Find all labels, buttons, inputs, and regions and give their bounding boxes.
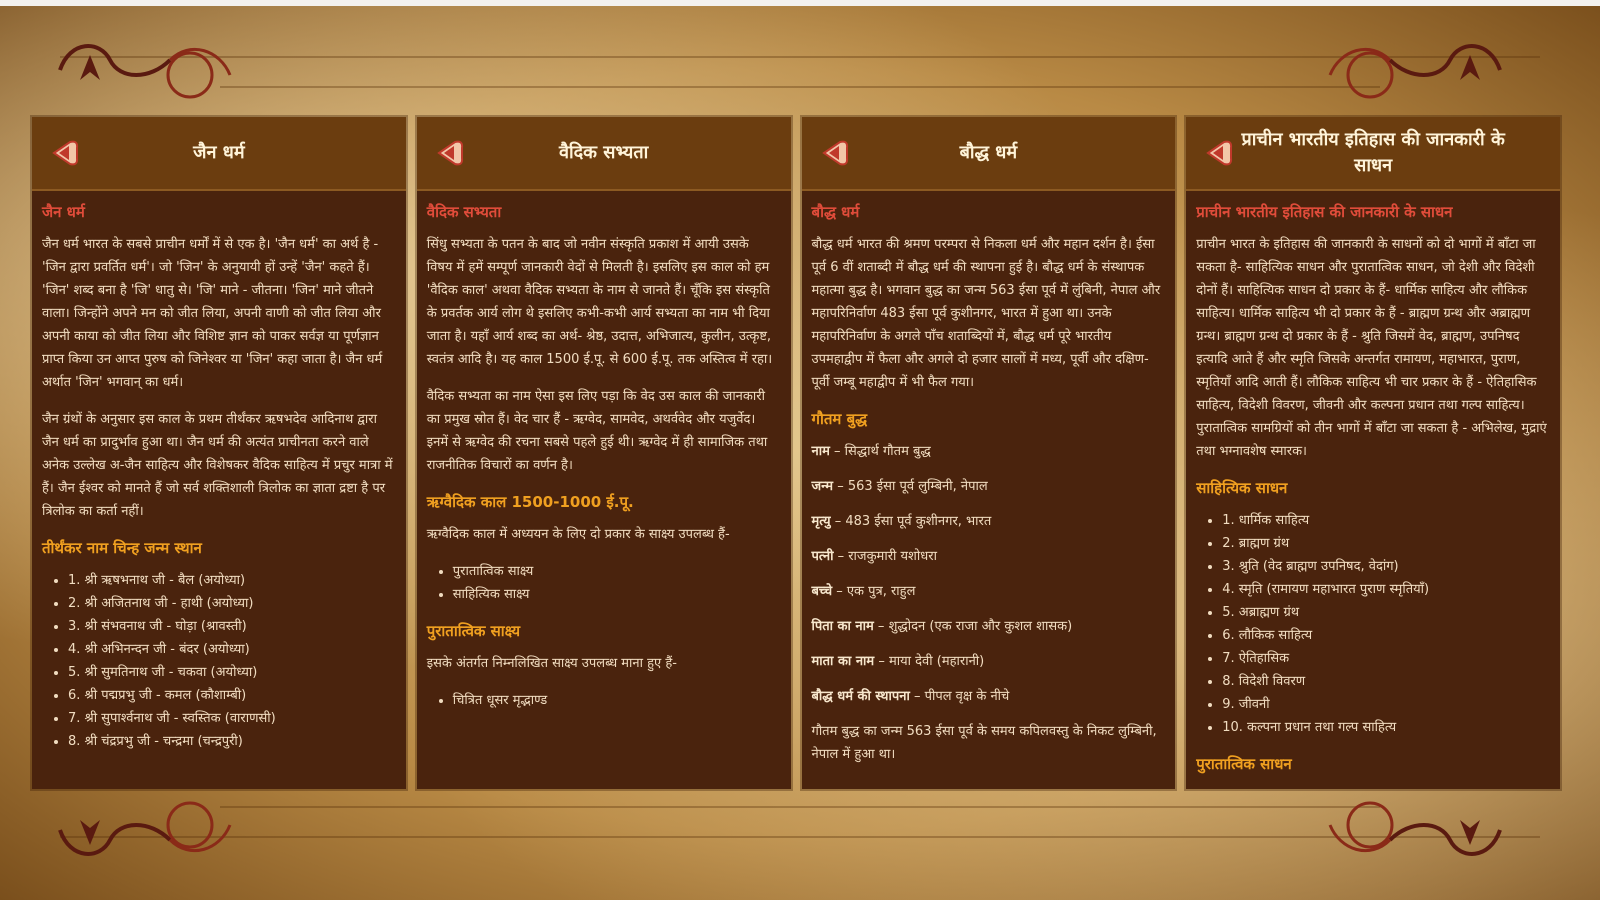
fact-key: बौद्ध धर्म की स्थापना bbox=[811, 689, 910, 704]
paragraph: इसके अंतर्गत निम्नलिखित साक्ष्य उपलब्ध माना हुए हैं- bbox=[426, 656, 677, 671]
paragraph: जैन धर्म भारत के सबसे प्राचीन धर्मों में से एक है। 'जैन धर्म' का अर्थ है - 'जिन द्वारा प्रवर्तित धर्म'। जो 'जिन' के अनुयायी हों उन्हें 'जैन' कहते हैं। 'जिन' शब्द बना है 'जि' धातु से। 'जि' माने - जीतना। 'जिन' माने जीतने वाला। जिन्होंने अपने मन को जीत लिया, अपनी वाणी को जीत लिया और अपनी काया को जीत लिया और विशिष्ट ज्ञान को पाकर सर्वज्ञ या पूर्णज्ञान प्राप्त किया उन आप्त पुरुष को जिनेश्वर या 'जिन' कहा जाता है। जैन धर्म अर्थात 'जिन' भगवान्‌ का धर्म। bbox=[42, 237, 383, 390]
back-button[interactable] bbox=[818, 136, 852, 170]
sub-title: पुरातात्विक साक्ष्य bbox=[426, 622, 521, 640]
content-columns bbox=[32, 117, 1560, 789]
paragraph: जैन ग्रंथों के अनुसार इस काल के प्रथम तीर्थंकर ऋषभदेव आदिनाथ द्वारा जैन धर्म का प्रादुर्भाव हुआ था। जैन धर्म की अत्यंत प्राचीनता करने वाले अनेक उल्लेख अ-जैन साहित्य और विशेषकर वैदिक साहित्य में प्रचुर मात्रा में हैं। जैन ईश्वर को मानते हैं जो सर्व शक्तिशाली त्रिलोक का ज्ञाता द्रष्टा है पर त्रिलोक का कर्ता नहीं। bbox=[42, 412, 393, 519]
ornament-top-left-icon bbox=[40, 20, 240, 110]
fact-key: माता का नाम bbox=[811, 654, 875, 669]
list-item: • 4. श्री अभिनन्दन जी - बंदर (अयोध्या) bbox=[68, 638, 394, 661]
top-edge bbox=[0, 0, 1600, 6]
fact-key: पत्नी bbox=[811, 549, 834, 564]
list-item: • 10. कल्पना प्रधान तथा गल्प साहित्य bbox=[1222, 716, 1548, 739]
back-button[interactable] bbox=[1202, 136, 1236, 170]
list-item: • 7. ऐतिहासिक bbox=[1222, 647, 1548, 670]
evidence-list bbox=[427, 560, 779, 606]
paragraph: गौतम बुद्ध का जन्म 563 ईसा पूर्व के समय कपिलवस्तु के निकट लुम्बिनी, नेपाल में हुआ था। bbox=[811, 724, 1157, 762]
ornament-bottom-right-icon bbox=[1320, 790, 1520, 880]
list-item: • 5. अब्राह्मण ग्रंथ bbox=[1222, 601, 1548, 624]
list-item: • 4. स्मृति (रामायण महाभारत पुराण स्मृतियाँ) bbox=[1222, 578, 1548, 601]
frame-line-top bbox=[60, 56, 1540, 58]
section-title: प्राचीन भारतीय इतिहास की जानकारी के साधन bbox=[1196, 203, 1453, 221]
back-button[interactable] bbox=[48, 136, 82, 170]
section-title: बौद्ध धर्म bbox=[811, 203, 860, 221]
panel-jain-dharma bbox=[32, 117, 406, 789]
fact-separator: – bbox=[830, 514, 846, 529]
fact-key: जन्म bbox=[811, 479, 834, 494]
list-item: • 8. श्री चंद्रप्रभु जी - चन्द्रमा (चन्द्रपुरी) bbox=[68, 730, 394, 753]
fact-row bbox=[812, 475, 1164, 498]
fact-row bbox=[812, 440, 1164, 463]
fact-value: पीपल वृक्ष के नीचे bbox=[924, 689, 1010, 704]
sub-title: ऋग्वैदिक काल 1500-1000 ई.पू. bbox=[426, 493, 634, 511]
back-arrow-icon bbox=[1204, 138, 1234, 168]
panel-itihas-sadhan bbox=[1186, 117, 1560, 789]
back-arrow-icon bbox=[50, 138, 80, 168]
fact-separator: – bbox=[873, 619, 889, 634]
back-button[interactable] bbox=[433, 136, 467, 170]
fact-value: 483 ईसा पूर्व कुशीनगर, भारत bbox=[845, 514, 992, 529]
panel-title: बौद्ध धर्म bbox=[959, 142, 1018, 163]
paragraph: वैदिक सभ्यता का नाम ऐसा इस लिए पड़ा कि वेद उस काल की जानकारी का प्रमुख स्रोत हैं। वेद चार हैं - ऋग्वेद, सामवेद, अथर्ववेद और यजुर्वेद। इनमें से ऋग्वेद की रचना सबसे पहले हुई थी। ऋग्वेद में ही सामाजिक तथा राजनीतिक विचारों का वर्णन है। bbox=[426, 389, 768, 473]
fact-key: बच्चे bbox=[811, 584, 833, 599]
panel-body[interactable] bbox=[32, 191, 406, 789]
list-item: • 3. श्री संभवनाथ जी - घोड़ा (श्रावस्ती) bbox=[68, 615, 394, 638]
paragraph: बौद्ध धर्म भारत की श्रमण परम्परा से निकला धर्म और महान दर्शन है। ईसा पूर्व 6 वीं शताब्दी में बौद्ध धर्म की स्थापना हुई है। बौद्ध धर्म के संस्थापक महात्मा बुद्ध है। भगवान बुद्ध का जन्म 563 ईसा पूर्व में लुंबिनी, नेपाल और महापरिनिर्वाण 483 ईसा पूर्व कुशीनगर, भारत में हुआ था। उनके महापरिनिर्वाण के अगले पाँच शताब्दियों में, बौद्ध धर्म पूरे भारतीय उपमहाद्वीप में फैला और अगले दो हजार सालों में मध्य, पूर्वी और दक्षिण-पूर्वी जम्बू महाद्वीप में भी फैल गया। bbox=[811, 237, 1161, 390]
fact-row bbox=[812, 615, 1164, 638]
panel-bauddh-dharma bbox=[802, 117, 1176, 789]
panel-header bbox=[32, 117, 406, 191]
list-item: • 6. श्री पद्मप्रभु जी - कमल (कौशाम्बी) bbox=[68, 684, 394, 707]
panel-body[interactable] bbox=[1186, 191, 1560, 789]
fact-key: नाम bbox=[811, 444, 830, 459]
list-item: • 7. श्री सुपार्श्वनाथ जी - स्वस्तिक (वाराणसी) bbox=[68, 707, 394, 730]
fact-separator: – bbox=[909, 689, 925, 704]
list-item: • पुरातात्विक साक्ष्य bbox=[453, 560, 779, 583]
fact-key: पिता का नाम bbox=[811, 619, 874, 634]
list-item: • 1. श्री ऋषभनाथ जी - बैल (अयोध्या) bbox=[68, 569, 394, 592]
list-item: • 1. धार्मिक साहित्य bbox=[1222, 509, 1548, 532]
list-item: • 2. श्री अजितनाथ जी - हाथी (अयोध्या) bbox=[68, 592, 394, 615]
sub-title: साहित्यिक साधन bbox=[1196, 479, 1288, 497]
paragraph: ऋग्वैदिक काल में अध्ययन के लिए दो प्रकार के साक्ष्य उपलब्ध हैं- bbox=[426, 527, 730, 542]
fact-separator: – bbox=[829, 444, 845, 459]
list-item: • 6. लौकिक साहित्य bbox=[1222, 624, 1548, 647]
list-item: • साहित्यिक साक्ष्य bbox=[453, 583, 779, 606]
fact-row bbox=[812, 545, 1164, 568]
panel-header bbox=[802, 117, 1176, 191]
fact-value: माया देवी (महारानी) bbox=[888, 654, 985, 669]
tirthankar-list bbox=[42, 569, 394, 753]
frame-line-top-inner bbox=[220, 86, 1380, 88]
fact-value: राजकुमारी यशोधरा bbox=[848, 549, 937, 564]
sources-list bbox=[1196, 509, 1548, 739]
paragraph: प्राचीन भारत के इतिहास की जानकारी के साधनों को दो भागों में बाँटा जा सकता है- साहित्यिक साधन और पुरातात्विक साधन, जो देशी और विदेशी दोनों हैं। साहित्यिक साधन दो प्रकार के हैं- धार्मिक साहित्य और लौकिक साहित्य। धार्मिक साहित्य भी दो प्रकार के हैं - ब्राह्मण ग्रन्थ और अब्राह्मण ग्रन्थ। ब्राह्मण ग्रन्थ दो प्रकार के हैं - श्रुति जिसमें वेद, ब्राह्मण, उपनिषद इत्यादि आते हैं और स्मृति जिसके अन्तर्गत रामायण, महाभारत, पुराण, स्मृतियाँ आदि आती हैं। लौकिक साहित्य भी चार प्रकार के हैं - ऐतिहासिक साहित्य, विदेशी विवरण, जीवनी और कल्पना प्रधान तथा गल्प साहित्य। पुरातात्विक सामग्रियों को तीन भागों में बाँटा जा सकता है - अभिलेख, मुद्राएं तथा भग्नावशेष स्मारक। bbox=[1196, 237, 1547, 459]
fact-value: सिद्धार्थ गौतम बुद्ध bbox=[844, 444, 931, 459]
fact-row bbox=[812, 685, 1164, 708]
back-arrow-icon bbox=[435, 138, 465, 168]
sub-title: पुरातात्विक साधन bbox=[1196, 755, 1292, 773]
panel-title: जैन धर्म bbox=[193, 142, 245, 163]
list-item: • 5. श्री सुमतिनाथ जी - चकवा (अयोध्या) bbox=[68, 661, 394, 684]
panel-header bbox=[417, 117, 791, 191]
fact-row bbox=[812, 650, 1164, 673]
fact-separator: – bbox=[874, 654, 889, 669]
frame-line-bottom bbox=[220, 806, 1380, 808]
fact-separator: – bbox=[832, 584, 847, 599]
back-arrow-icon bbox=[820, 138, 850, 168]
list-item: • 2. ब्राह्मण ग्रंथ bbox=[1222, 532, 1548, 555]
list-item: • 3. श्रुति (वेद ब्राह्मण उपनिषद, वेदांग) bbox=[1222, 555, 1548, 578]
section-title: वैदिक सभ्यता bbox=[426, 203, 502, 221]
paragraph: सिंधु सभ्यता के पतन के बाद जो नवीन संस्कृति प्रकाश में आयी उसके विषय में हमें सम्पूर्ण जानकारी वेदों से मिलती है। इसलिए इस काल को हम 'वैदिक काल' अथवा वैदिक सभ्यता के नाम से जानते हैं। चूँकि इस संस्कृति के प्रवर्तक आर्य लोग थे इसलिए कभी-कभी आर्य सभ्यता का नाम भी दिया जाता है। यहाँ आर्य शब्द का अर्थ- श्रेष्ठ, उदात्त, अभिजात्य, कुलीन, उत्कृष्ट, स्वतंत्र आदि है। यह काल 1500 ई.पू. से 600 ई.पू. तक अस्तित्व में रहा। bbox=[426, 237, 773, 367]
list-item: • 8. विदेशी विवरण bbox=[1222, 670, 1548, 693]
sub-title: तीर्थंकर नाम चिन्ह जन्म स्थान bbox=[42, 539, 202, 557]
panel-title: प्राचीन भारतीय इतिहास की जानकारी के साधन bbox=[1241, 129, 1505, 176]
fact-value: 563 ईसा पूर्व लुम्बिनी, नेपाल bbox=[847, 479, 988, 494]
fact-separator: – bbox=[833, 549, 849, 564]
panel-vedic-sabhyata bbox=[417, 117, 791, 789]
sub-title: गौतम बुद्ध bbox=[811, 410, 868, 428]
panel-title: वैदिक सभ्यता bbox=[558, 142, 649, 163]
panel-body[interactable] bbox=[802, 191, 1176, 789]
ornament-top-right-icon bbox=[1320, 20, 1520, 110]
ornament-bottom-left-icon bbox=[40, 790, 240, 880]
fact-separator: – bbox=[833, 479, 848, 494]
list-item: • 9. जीवनी bbox=[1222, 693, 1548, 716]
fact-row bbox=[812, 580, 1164, 603]
panel-header bbox=[1186, 117, 1560, 191]
panel-body[interactable] bbox=[417, 191, 791, 789]
list-item: • चित्रित धूसर मृद्भाण्ड bbox=[453, 689, 779, 712]
section-title: जैन धर्म bbox=[42, 203, 85, 221]
fact-key: मृत्यु bbox=[811, 514, 831, 529]
fact-value: शुद्धोदन (एक राजा और कुशल शासक) bbox=[888, 619, 1073, 634]
evidence-list-2 bbox=[427, 689, 779, 712]
fact-value: एक पुत्र, राहुल bbox=[846, 584, 916, 599]
frame-line-bottom-outer bbox=[60, 836, 1540, 838]
fact-row bbox=[812, 510, 1164, 533]
